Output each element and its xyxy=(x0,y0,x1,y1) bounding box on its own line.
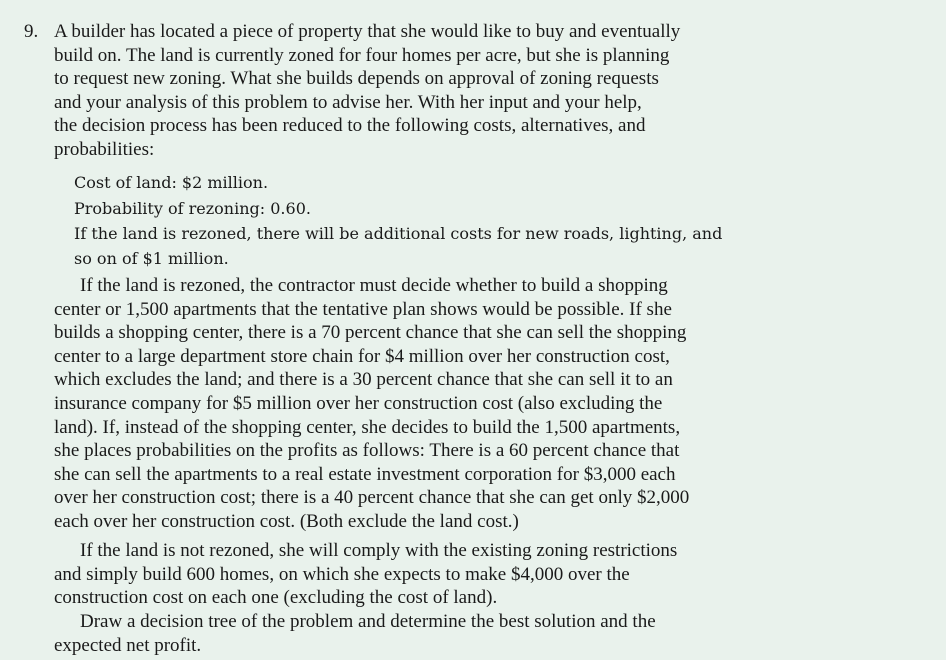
intro-line: the decision process has been reduced to the following costs, alternatives, and xyxy=(54,115,646,137)
additional-costs-line: so on of $1 million. xyxy=(74,249,229,268)
intro-line: probabilities: xyxy=(54,138,155,160)
rezoned-line: which excludes the land; and there is a 30 percent chance that she can sell it to an xyxy=(54,369,673,391)
intro-paragraph xyxy=(54,20,714,162)
rezoned-line: she can sell the apartments to a real estate investment corporation for $3,000 each xyxy=(54,463,676,485)
intro-line: build on. The land is currently zoned for four homes per acre, but she is planning xyxy=(54,44,670,66)
additional-costs-line: If the land is rezoned, there will be additional costs for new roads, lighting, and xyxy=(74,224,723,243)
problem-number: 9. xyxy=(24,21,39,42)
intro-line: A builder has located a piece of property that she would like to buy and eventually xyxy=(54,21,681,42)
task-paragraph xyxy=(54,610,714,657)
task-line: expected net profit. xyxy=(54,634,202,656)
not-rezoned-paragraph xyxy=(54,539,714,610)
rezoned-line: over her construction cost; there is a 40 percent chance that she can get only $2,000 xyxy=(54,487,690,509)
intro-line: to request new zoning. What she builds depends on approval of zoning requests xyxy=(54,68,659,90)
rezoned-line: builds a shopping center, there is a 70 percent chance that she can sell the shopping xyxy=(54,322,687,344)
rezoned-line: she places probabilities on the profits as follows: There is a 60 percent chance that xyxy=(54,440,680,462)
rezoned-line: land). If, instead of the shopping center, she decides to build the 1,500 apartments, xyxy=(54,416,681,438)
task-line: Draw a decision tree of the problem and determine the best solution and the xyxy=(80,611,656,632)
probability-of-rezoning: Probability of rezoning: 0.60. xyxy=(74,199,311,218)
rezoned-line: insurance company for $5 million over her construction cost (also excluding the xyxy=(54,392,663,414)
additional-costs xyxy=(74,221,723,271)
rezoned-line: each over her construction cost. (Both exclude the land cost.) xyxy=(54,510,519,532)
rezoned-line: If the land is rezoned, the contractor must decide whether to build a shopping xyxy=(80,275,668,296)
rezoned-line: center to a large department store chain for $4 million over her construction cost, xyxy=(54,345,670,367)
cost-of-land: Cost of land: $2 million. xyxy=(74,173,269,192)
rezoned-line: center or 1,500 apartments that the tentative plan shows would be possible. If she xyxy=(54,298,672,320)
intro-line: and your analysis of this problem to advise her. With her input and your help, xyxy=(54,91,642,113)
rezoned-paragraph xyxy=(54,274,714,534)
not-rezoned-line: If the land is not rezoned, she will comply with the existing zoning restrictions xyxy=(80,540,678,561)
not-rezoned-line: construction cost on each one (excluding the cost of land). xyxy=(54,587,498,609)
not-rezoned-line: and simply build 600 homes, on which she expects to make $4,000 over the xyxy=(54,563,630,585)
